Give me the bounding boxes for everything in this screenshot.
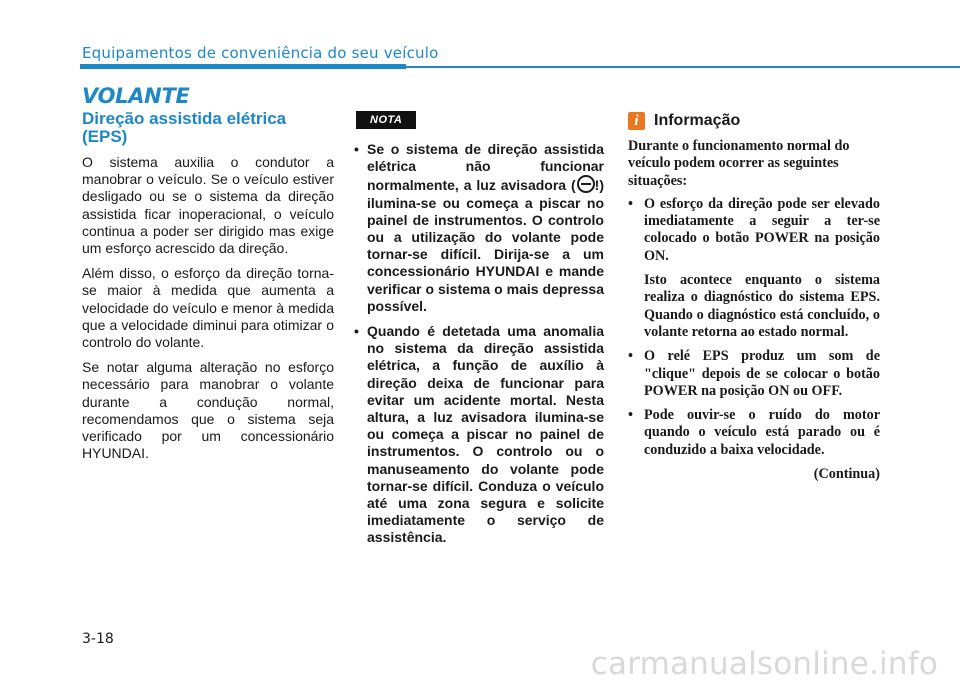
column-eps [82, 110, 334, 462]
header-accent-bar [80, 64, 406, 69]
warning-mark: ! [594, 177, 600, 194]
info-text: O esforço da direção pode ser elevado imediatamente a seguir a ter-se colocado o botão POWER na posição ON. [644, 195, 880, 264]
watermark: carmanualsonline.info [590, 646, 938, 682]
column-info [628, 110, 880, 483]
info-text: O relé EPS produz um som de "clique" depois de se colocar o botão POWER na posição ON ou OFF. [644, 348, 880, 399]
info-header [628, 112, 880, 130]
info-text: Pode ouvir-se o ruído do motor quando o veículo está parado ou é conduzido a baixa velocidade. [644, 407, 880, 458]
note-list [354, 141, 604, 547]
info-icon: i [628, 112, 645, 130]
info-item [628, 407, 880, 459]
info-list [628, 196, 880, 459]
bullet-icon: • [628, 407, 633, 424]
steering-warning-icon [577, 175, 595, 193]
note-text: Se o sistema de direção assistida elétrica não funcionar normalmente, a luz avisadora ( [367, 141, 604, 194]
chapter-title: Equipamentos de conveniência do seu veículo [82, 44, 439, 62]
bullet-icon: • [628, 195, 633, 212]
section-title: VOLANTE [82, 84, 190, 108]
column-note [354, 110, 604, 555]
eps-paragraph: O sistema auxilia o condutor a manobrar o veículo. Se o veículo estiver desligado ou se o sistema da direção assistida ficar inoperacional, o veículo continua a poder ser dirigido mas exige um esforço acrescido da direção. [82, 154, 334, 257]
info-title: Informação [654, 112, 741, 129]
eps-paragraph: Se notar alguma alteração no esforço necessário para manobrar o volante durante a condução normal, recomendamos que o sistema seja verificado por um concessionário HYUNDAI. [82, 359, 334, 462]
bullet-icon: • [354, 141, 359, 157]
info-item [628, 196, 880, 341]
note-text: Quando é detetada uma anomalia no sistema da direção assistida elétrica, a função de auxílio à direção deixa de funcionar para evitar um acidente mortal. Nesta altura, a luz avisadora ilumina-se ou começa a piscar no painel de instrumentos. O controlo ou o manuseamento do volante pode tornar-se difícil. Conduza o veículo até uma zona segura e solicite imediatamente o serviço de assistência. [367, 323, 604, 546]
bullet-icon: • [628, 348, 633, 365]
note-text: ) ilumina-se ou começa a piscar no painel de instrumentos. O controlo ou a utilização do volante pode tornar-se difícil. Dirija-se a um concessionário HYUNDAI e mande verificar o sistema o mais depressa possível. [367, 177, 604, 314]
note-item [354, 141, 604, 315]
info-text: Isto acontece enquanto o sistema realiza o diagnóstico do sistema EPS. Quando o diagnóstico está concluído, o volante retorna ao estado normal. [644, 272, 880, 340]
info-item [628, 348, 880, 400]
eps-paragraph: Além disso, o esforço da direção torna-se maior à medida que aumenta a velocidade do veículo e menor à medida que a velocidade diminui para otimizar o controlo do volante. [82, 265, 334, 351]
bullet-icon: • [354, 323, 359, 340]
note-item [354, 323, 604, 547]
eps-subtitle: Direção assistida elétrica (EPS) [82, 109, 287, 146]
note-badge: NOTA [356, 111, 416, 129]
continued-label: (Continua) [813, 466, 880, 483]
page-number: 3-18 [82, 631, 114, 647]
info-intro: Durante o funcionamento normal do veículo podem ocorrer as seguintes situações: [628, 138, 850, 189]
header-rule [406, 66, 960, 68]
